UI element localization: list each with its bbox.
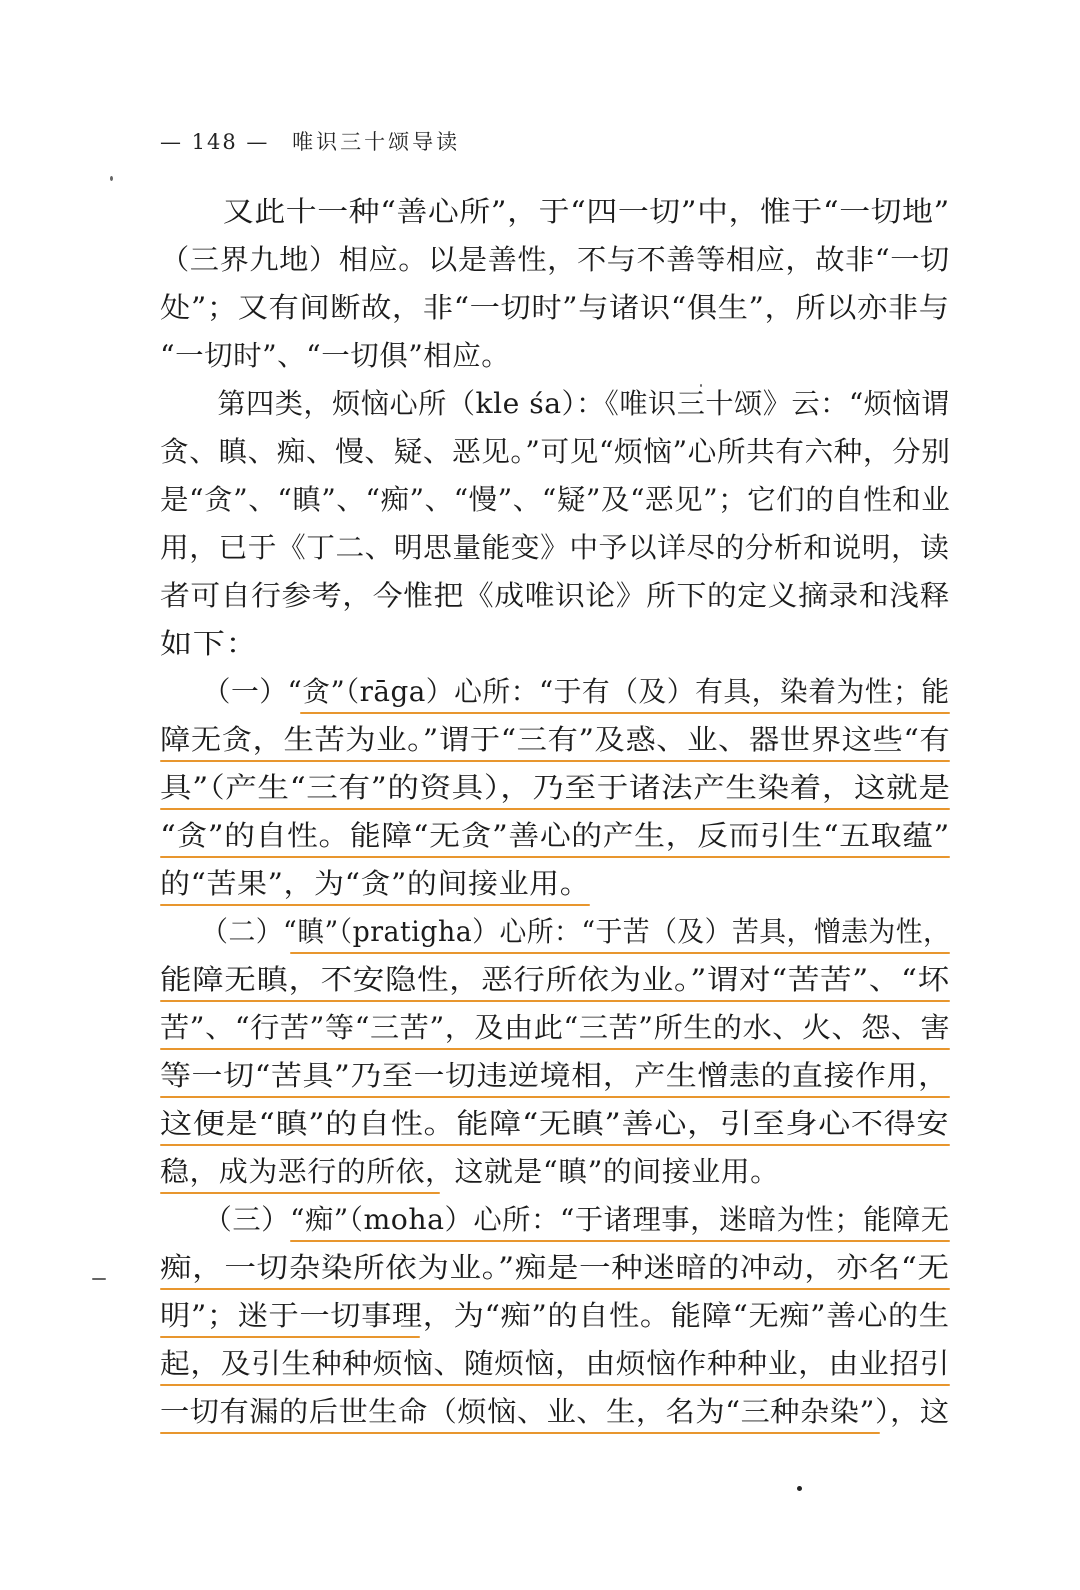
text-line: 贪、瞋、痴、慢、疑、恶见。”可见“烦恼”心所共有六种，分别 [160,435,951,468]
highlight-underline [290,952,950,954]
text-line: （二）“瞋”（pratigha）心所：“于苦（及）苦具，憎恚为性， [160,915,951,948]
highlight-underline [160,760,950,762]
scan-speck [700,384,702,387]
highlight-underline [160,1336,420,1338]
book-title: 唯识三十颂导读 [292,130,461,154]
scan-speck [92,1278,106,1280]
text-line: 如下： [160,627,259,660]
text-line: 稳，成为恶行的所依，这就是“瞋”的间接业用。 [160,1155,780,1188]
text-line: 能障无瞋，不安隐性，恶行所依为业。”谓对“苦苦”、“坏 [160,963,950,996]
highlight-underline [160,856,950,858]
text-line: （一）“贪”（rāga）心所：“于有（及）有具，染着为性；能 [160,675,950,708]
page-number: — 148 — [160,130,270,154]
text-line: 处”；又有间断故，非“一切时”与诸识“俱生”，所以亦非与 [160,291,950,324]
highlight-underline [160,808,950,810]
highlight-underline [160,1096,950,1098]
highlight-underline [290,1240,950,1242]
highlight-underline [160,1432,880,1434]
scan-speck [797,1486,802,1491]
highlight-underline [160,1048,950,1050]
highlight-underline [160,904,590,906]
highlight-underline [160,1000,950,1002]
text-line: 具”（产生“三有”的资具），乃至于诸法产生染着，这就是 [160,771,951,804]
highlight-underline [300,712,950,714]
highlight-underline [160,1144,950,1146]
highlight-underline [160,1192,440,1194]
scan-speck [110,176,113,181]
text-line: 这便是“瞋”的自性。能障“无瞋”善心，引至身心不得安 [160,1107,950,1140]
running-header [160,126,474,156]
text-line: 障无贪，生苦为业。”谓于“三有”及惑、业、器世界这些“有 [160,723,951,756]
text-line: （三）“痴”（moha）心所：“于诸理事，迷暗为性；能障无 [160,1203,950,1236]
text-line: 又此十一种“善心所”，于“四一切”中，惟于“一切地” [160,195,950,228]
text-line: 的“苦果”，为“贪”的间接业用。 [160,867,591,900]
text-line: 痴，一切杂染所依为业。”痴是一种迷暗的冲动，亦名“无 [160,1251,950,1284]
text-line: （三界九地）相应。以是善性，不与不善等相应，故非“一切 [160,243,950,276]
text-line: 起，及引生种种烦恼、随烦恼，由烦恼作种种业，由业招引 [160,1347,951,1380]
text-line: 一切有漏的后世生命（烦恼、业、生，名为“三种杂染”），这 [160,1395,950,1428]
highlight-underline [160,1288,950,1290]
text-line: 是“贪”、“瞋”、“痴”、“慢”、“疑”及“恶见”；它们的自性和业 [160,483,951,516]
text-line: “一切时”、“一切俱”相应。 [160,339,511,372]
highlight-underline [160,1384,950,1386]
text-line: 用，已于《丁二、明思量能变》中予以详尽的分析和说明，读 [160,531,950,564]
text-line: 明”；迷于一切事理，为“痴”的自性。能障“无痴”善心的生 [160,1299,950,1332]
text-line: 等一切“苦具”乃至一切违逆境相，产生憎恚的直接作用， [160,1059,950,1092]
text-line: 苦”、“行苦”等“三苦”，及由此“三苦”所生的水、火、怨、害 [160,1011,951,1044]
text-line: “贪”的自性。能障“无贪”善心的产生，反而引生“五取蕴” [160,819,950,852]
text-line: 第四类，烦恼心所（kle śa）：《唯识三十颂》云：“烦恼谓 [160,387,950,420]
text-line: 者可自行参考，今惟把《成唯识论》所下的定义摘录和浅释 [160,579,951,612]
